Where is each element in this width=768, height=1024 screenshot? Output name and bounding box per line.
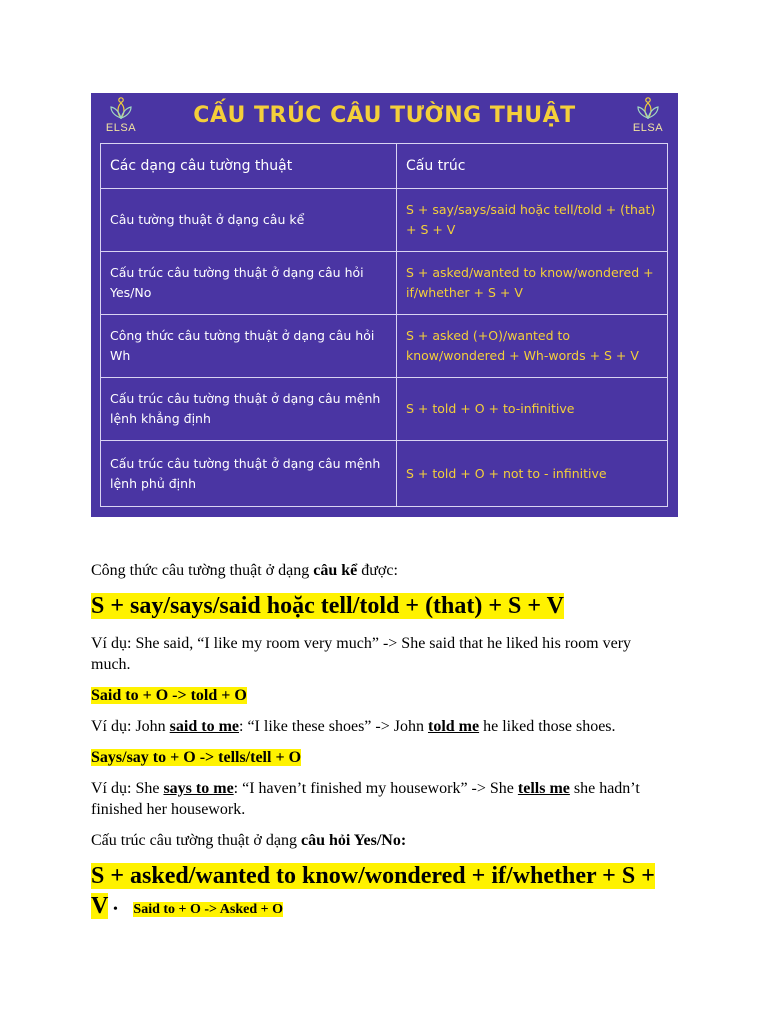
rule-text: Says/say to + O -> tells/tell + O: [91, 749, 302, 766]
logo-text: ELSA: [105, 122, 137, 134]
bullet-dot: •: [113, 902, 118, 917]
intro-bold: câu hỏi Yes/No:: [300, 832, 407, 849]
example-underlined: says to me: [163, 780, 234, 797]
example-underlined: said to me: [169, 718, 239, 735]
rule-line: [91, 685, 671, 706]
row-type: Câu tường thuật ở dạng câu kể: [101, 189, 397, 252]
example-text: Ví dụ: John: [91, 718, 170, 735]
formula-heading: [91, 591, 671, 621]
example-text: : “I haven’t finished my housework” -> She: [233, 780, 518, 797]
row-structure: S + told + O + to-infinitive: [397, 378, 668, 441]
row-structure: S + asked/wanted to know/wondered + if/whether + S + V: [397, 252, 668, 315]
lotus-icon: [635, 97, 661, 121]
bullet-text: Said to + O -> Asked + O: [133, 902, 283, 917]
banner-title: CẤU TRÚC CÂU TƯỜNG THUẬT: [193, 103, 576, 128]
table-row: [101, 252, 668, 315]
table-row: [101, 315, 668, 378]
intro-paragraph: [91, 560, 671, 581]
row-type: Cấu trúc câu tường thuật ở dạng câu mệnh lệnh khẳng định: [101, 378, 397, 441]
intro-text: Công thức câu tường thuật ở dạng: [91, 562, 314, 579]
example-paragraph: Ví dụ: She said, “I like my room very much” -> She said that he liked his room very much.: [91, 635, 632, 673]
elsa-logo: [626, 97, 670, 137]
table-row: [101, 441, 668, 507]
example-text: she hadn’t finished her housework.: [91, 780, 640, 818]
row-structure: S + say/says/said hoặc tell/told + (that) + S + V: [397, 189, 668, 252]
example-text: Ví dụ: She: [91, 780, 164, 797]
rule-line: [91, 747, 671, 768]
row-type: Cấu trúc câu tường thuật ở dạng câu mệnh lệnh phủ định: [101, 441, 397, 507]
table-header-type: Các dạng câu tường thuật: [101, 144, 397, 189]
example-paragraph: [91, 716, 671, 737]
example-underlined: tells me: [517, 780, 570, 797]
example-text: he liked those shoes.: [479, 718, 616, 735]
row-structure: S + asked (+O)/wanted to know/wondered + Wh-words + S + V: [397, 315, 668, 378]
intro-paragraph: [91, 830, 671, 851]
example-underlined: told me: [427, 718, 480, 735]
intro-text: Cấu trúc câu tường thuật ở dạng: [91, 832, 301, 849]
infographic-banner: [91, 93, 678, 517]
example-paragraph: [91, 778, 671, 820]
table-header-row: [101, 144, 668, 189]
formula-text: S + asked/wanted to know/wondered + if/whether + S + V: [91, 863, 655, 919]
intro-suffix: được:: [357, 562, 398, 579]
logo-text: ELSA: [632, 122, 664, 134]
table-row: [101, 189, 668, 252]
bullet-item: [113, 902, 283, 918]
intro-bold: câu kể: [313, 562, 358, 579]
formula-text: S + say/says/said hoặc tell/told + (that) + S + V: [91, 593, 564, 619]
row-structure: S + told + O + not to - infinitive: [397, 441, 668, 507]
rule-text: Said to + O -> told + O: [91, 687, 247, 704]
table-header-structure: Cấu trúc: [397, 144, 668, 189]
row-type: Cấu trúc câu tường thuật ở dạng câu hỏi Yes/No: [101, 252, 397, 315]
structure-table: [100, 143, 668, 507]
example-text: : “I like these shoes” -> John: [239, 718, 428, 735]
row-type: Công thức câu tường thuật ở dạng câu hỏi Wh: [101, 315, 397, 378]
table-row: [101, 378, 668, 441]
